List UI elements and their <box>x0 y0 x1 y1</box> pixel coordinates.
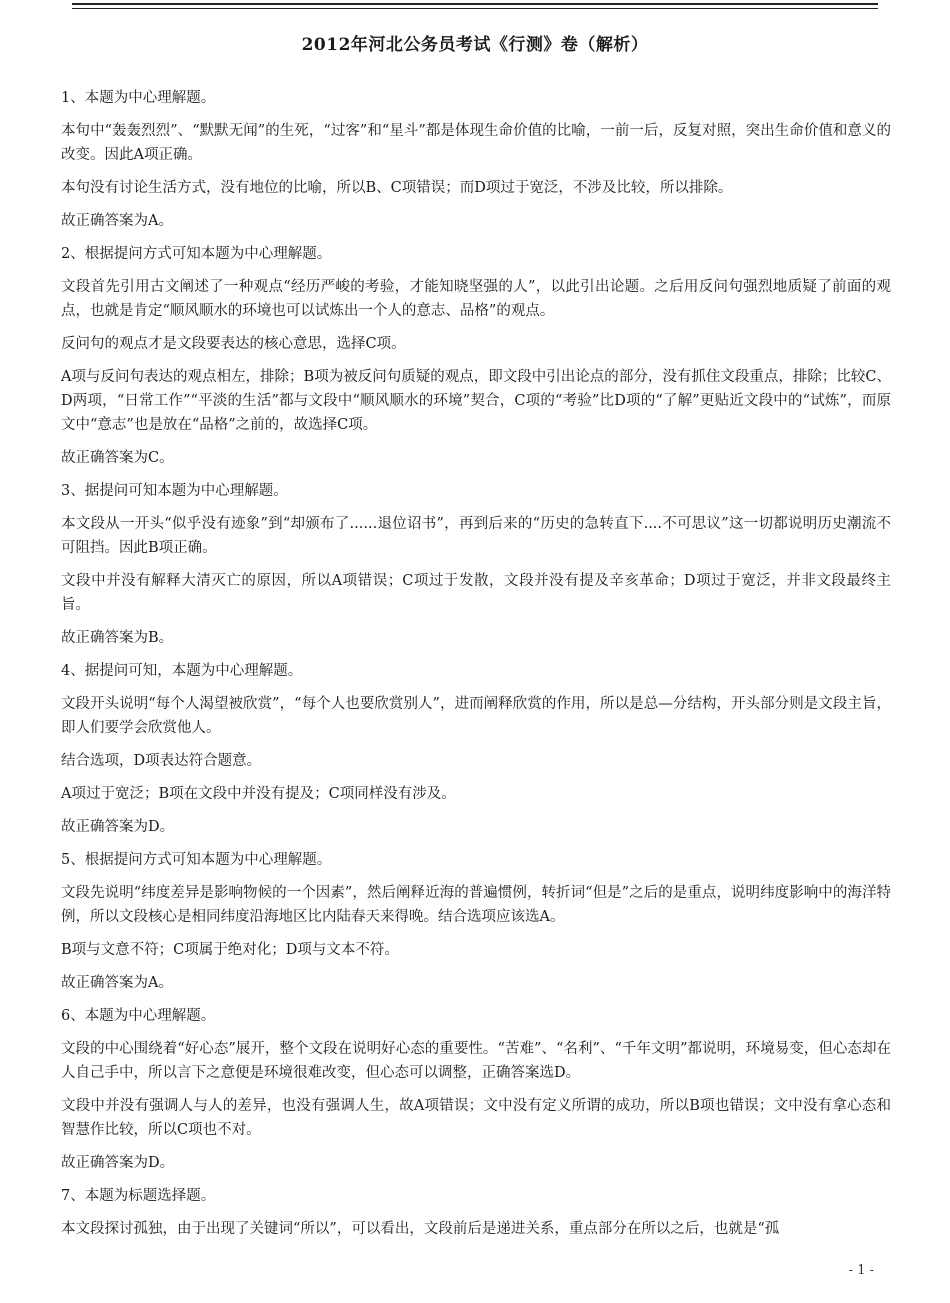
question-section <box>61 1184 891 1241</box>
page-number: - 1 - <box>848 1263 874 1278</box>
answer-paragraph: 故正确答案为D。 <box>61 1155 175 1171</box>
analysis-paragraph: 本句没有讨论生活方式，没有地位的比喻，所以B、C项错误；而D项过于宽泛，不涉及比较，所以排除。 <box>61 180 733 196</box>
question-heading: 1、本题为中心理解题。 <box>61 90 216 106</box>
answer-paragraph: 故正确答案为D。 <box>61 819 175 835</box>
analysis-paragraph: 文段开头说明“每个人渴望被欣赏”，“每个人也要欣赏别人”，进而阐释欣赏的作用，所以是总—分结构，开头部分则是文段主旨，即人们要学会欣赏他人。 <box>61 696 891 736</box>
analysis-paragraph: B项与文意不符；C项属于绝对化；D项与文本不符。 <box>61 942 399 958</box>
analysis-paragraph: 本文段探讨孤独，由于出现了关键词“所以”，可以看出，文段前后是递进关系，重点部分在所以之后，也就是“孤 <box>61 1221 780 1237</box>
question-section <box>61 242 891 470</box>
question-heading: 4、据提问可知，本题为中心理解题。 <box>61 663 303 679</box>
analysis-paragraph: 文段中并没有强调人与人的差异，也没有强调人生，故A项错误；文中没有定义所谓的成功，所以B项也错误；文中没有拿心态和智慧作比较，所以C项也不对。 <box>61 1098 891 1138</box>
question-heading: 5、根据提问方式可知本题为中心理解题。 <box>61 852 332 868</box>
analysis-paragraph: 文段的中心围绕着“好心态”展开，整个文段在说明好心态的重要性。“苦难”、“名利”、“千年文明”都说明，环境易变，但心态却在人自己手中，所以言下之意便是环境很难改变，但心态可以调整，正确答案选D。 <box>61 1041 891 1081</box>
question-section <box>61 659 891 839</box>
analysis-paragraph: 本句中“轰轰烈烈”、“默默无闻”的生死，“过客”和“星斗”都是体现生命价值的比喻，一前一后，反复对照，突出生命价值和意义的改变。因此A项正确。 <box>61 123 891 163</box>
question-section <box>61 1004 891 1175</box>
analysis-paragraph: 本文段从一开头“似乎没有迹象”到“却颁布了......退位诏书”，再到后来的“历史的急转直下....不可思议”这一切都说明历史潮流不可阻挡。因此B项正确。 <box>61 516 891 556</box>
document-body <box>61 86 891 1250</box>
analysis-paragraph: 文段首先引用古文阐述了一种观点“经历严峻的考验，才能知晓坚强的人”，以此引出论题。之后用反问句强烈地质疑了前面的观点，也就是肯定“顺风顺水的环境也可以试炼出一个人的意志、品格”的观点。 <box>61 279 891 319</box>
analysis-paragraph: A项过于宽泛；B项在文段中并没有提及；C项同样没有涉及。 <box>61 786 456 802</box>
analysis-paragraph: A项与反问句表达的观点相左，排除；B项为被反问句质疑的观点，即文段中引出论点的部分，没有抓住文段重点，排除；比较C、D两项，“日常工作”“平淡的生活”都与文段中“顺风顺水的环境”契合，C项的“考验”比D项的“了解”更贴近文段中的“试炼”，而原文中“意志”也是放在“品格”之前的，故选择C项。 <box>61 369 891 433</box>
document-title: 2012年河北公务员考试《行测》卷（解析） <box>301 35 649 55</box>
question-section <box>61 479 891 650</box>
analysis-paragraph: 文段先说明“纬度差异是影响物候的一个因素”，然后阐释近海的普遍惯例，转折词“但是”之后的是重点，说明纬度影响中的海洋特例，所以文段核心是相同纬度沿海地区比内陆春天来得晚。结合选项应该选A。 <box>61 885 891 925</box>
analysis-paragraph: 文段中并没有解释大清灭亡的原因，所以A项错误；C项过于发散，文段并没有提及辛亥革命；D项过于宽泛，并非文段最终主旨。 <box>61 573 891 613</box>
question-heading: 3、据提问可知本题为中心理解题。 <box>61 483 288 499</box>
question-heading: 2、根据提问方式可知本题为中心理解题。 <box>61 246 332 262</box>
question-heading: 7、本题为标题选择题。 <box>61 1188 216 1204</box>
answer-paragraph: 故正确答案为A。 <box>61 213 173 229</box>
question-section <box>61 86 891 233</box>
header-rule-thick <box>72 3 878 5</box>
answer-paragraph: 故正确答案为A。 <box>61 975 173 991</box>
analysis-paragraph: 反问句的观点才是文段要表达的核心意思，选择C项。 <box>61 336 406 352</box>
answer-paragraph: 故正确答案为B。 <box>61 630 174 646</box>
question-heading: 6、本题为中心理解题。 <box>61 1008 216 1024</box>
question-section <box>61 848 891 995</box>
answer-paragraph: 故正确答案为C。 <box>61 450 174 466</box>
header-rule-thin <box>72 8 878 9</box>
analysis-paragraph: 结合选项，D项表达符合题意。 <box>61 753 262 769</box>
